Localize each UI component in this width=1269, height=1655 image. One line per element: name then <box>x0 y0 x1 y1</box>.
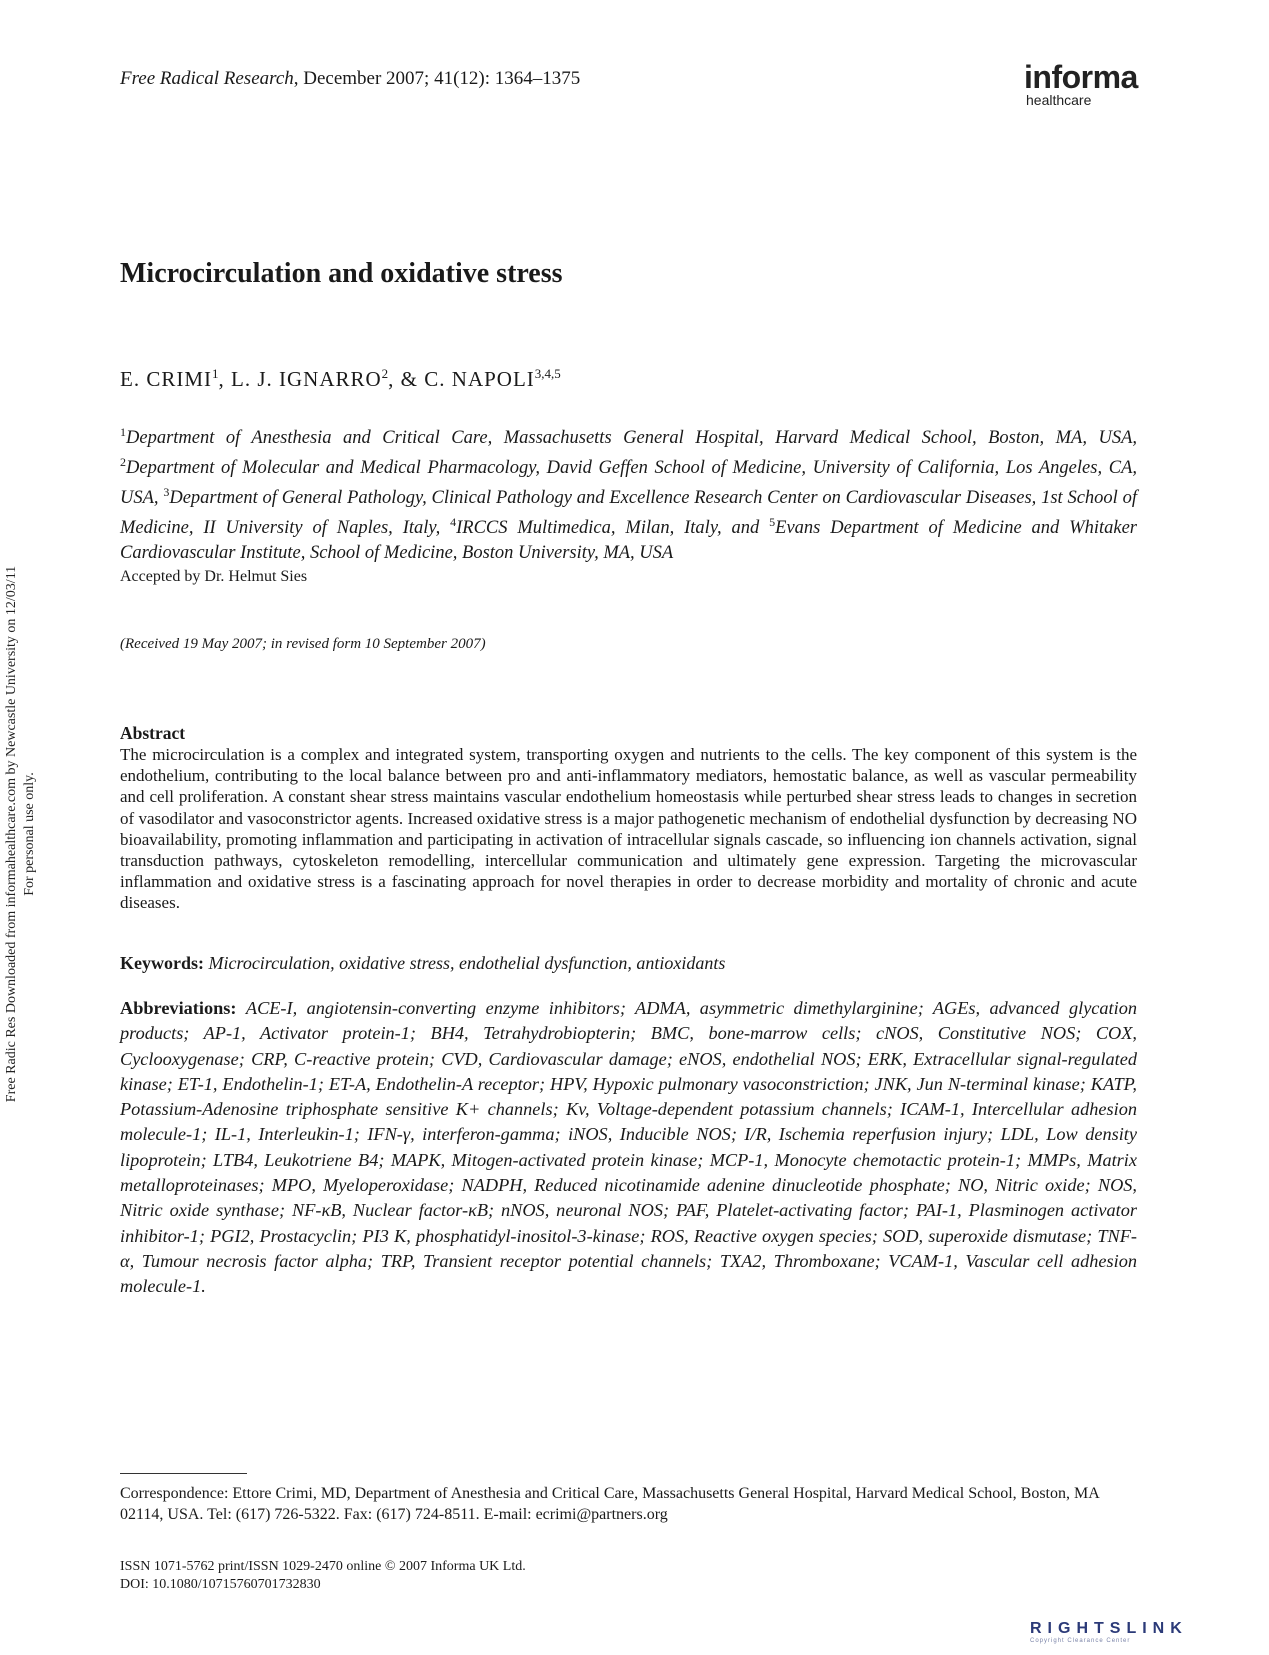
article-title: Microcirculation and oxidative stress <box>120 258 563 289</box>
affil-text: IRCCS Multimedica, Milan, Italy, and <box>456 518 770 539</box>
author-affil-sup: 2 <box>381 366 389 381</box>
author-separator: , <box>218 367 231 391</box>
accepted-by: Accepted by Dr. Helmut Sies <box>120 568 308 585</box>
abbreviations-label: Abbreviations: <box>120 998 237 1018</box>
watermark-line-2: For personal use only. <box>22 772 37 896</box>
abstract-text: The microcirculation is a complex and integrated system, transporting oxygen and nutrients to the cells. The key component of this system is the endothelium, contributing to the local balance between pro and anti-inflammatory mediators, hemostatic balance, as well as vascular permeability and cell proliferation. A constant shear stress maintains vascular endothelium homeostasis while perturbed shear stress leads to changes in secretion of vasodilator and vasoconstrictor agents. Increased oxidative stress is a major pathogenetic mechanism of endothelial dysfunction by decreasing NO bioavailability, promoting inflammation and participating in activation of intracellular signals cascade, so influencing ion channels activation, signal transduction pathways, cytoskeleton remodelling, intercellular communication and ultimately gene expression. Targeting the microvascular inflammation and oxidative stress is a fascinating approach for novel therapies in order to decrease morbidity and mortality of chronic and acute diseases. <box>120 745 1137 913</box>
keywords-label: Keywords: <box>120 953 204 973</box>
abstract-heading: Abstract <box>120 723 186 743</box>
author-name: L. J. IGNARRO <box>231 367 382 391</box>
abbreviations <box>120 996 1137 1300</box>
author-name: C. NAPOLI <box>424 367 535 391</box>
affil-sup: 1 <box>120 425 126 439</box>
keywords-text: Microcirculation, oxidative stress, endothelial dysfunction, antioxidants <box>208 953 726 973</box>
download-watermark <box>3 504 39 1164</box>
affil-sup: 3 <box>163 485 170 500</box>
correspondence: Correspondence: Ettore Crimi, MD, Department of Anesthesia and Critical Care, Massachusetts General Hospital, Harvard Medical School, Boston, MA 02114, USA. Tel: (617) 726-5322. Fax: (617) 724-8511. E-mail: ecrimi@partners.org <box>120 1485 1099 1523</box>
logo-sub: healthcare <box>1026 92 1092 108</box>
received-dates: (Received 19 May 2007; in revised form 10 September 2007) <box>120 636 486 652</box>
author-name: E. CRIMI <box>120 367 212 391</box>
keywords <box>120 953 1137 974</box>
affil-sup: 5 <box>769 515 776 530</box>
author-list <box>120 366 561 392</box>
affil-sup: 4 <box>450 515 457 530</box>
doi: DOI: 10.1080/10715760701732830 <box>120 1577 321 1592</box>
affil-text: Department of Molecular and Medical Pharmacology, David Geffen School of Medicine, University of California, Los Angeles, CA, USA, <box>120 458 1137 509</box>
watermark-line-1: Free Radic Res Downloaded from informahealthcare.com by Newcastle University on 12/03/11 <box>4 565 19 1103</box>
rightslink-text: RIGHTSLINK <box>1030 1620 1188 1637</box>
footnote-rule <box>120 1473 247 1474</box>
author-separator: , & <box>388 367 425 391</box>
informa-logo <box>1024 59 1138 108</box>
affil-sup: 2 <box>120 455 126 470</box>
citation-details: , December 2007; 41(12): 1364–1375 <box>293 68 581 89</box>
abbreviations-text: ACE-I, angiotensin-converting enzyme inhibitors; ADMA, asymmetric dimethylarginine; AGEs, advanced glycation products; AP-1, Activator protein-1; BH4, Tetrahydrobiopterin; BMC, bone-marrow cells; cNOS, Constitutive NOS; COX, Cyclooxygenase; CRP, C-reactive protein; CVD, Cardiovascular damage; eNOS, endothelial NOS; ERK, Extracellular signal-regulated kinase; ET-1, Endothelin-1; ET-A, Endothelin-A receptor; HPV, Hypoxic pulmonary vasoconstriction; JNK, Jun N-terminal kinase; KATP, Potassium-Adenosine triphosphate sensitive K+ channels; Kv, Voltage-dependent potassium channels; ICAM-1, Intercellular adhesion molecule-1; IL-1, Interleukin-1; IFN-γ, interferon-gamma; iNOS, Inducible NOS; I/R, Ischemia reperfusion injury; LDL, Low density lipoprotein; LTB4, Leukotriene B4; MAPK, Mitogen-activated protein kinase; MCP-1, Monocyte chemotactic protein-1; MMPs, Matrix metalloproteinases; MPO, Myeloperoxidase; NADPH, Reduced nicotinamide adenine dinucleotide phosphate; NO, Nitric oxide; NOS, Nitric oxide synthase; NF-κB, Nuclear factor-κB; nNOS, neuronal NOS; PAF, Platelet-activating factor; PAI-1, Plasminogen activator inhibitor-1; PGI2, Prostacyclin; PI3 K, phosphatidyl-inositol-3-kinase; ROS, Reactive oxygen species; SOD, superoxide dismutase; TNF-α, Tumour necrosis factor alpha; TRP, Transient receptor potential channels; TXA2, Thromboxane; VCAM-1, Vascular cell adhesion molecule-1. <box>120 998 1137 1297</box>
rightslink-sub: Copyright Clearance Center <box>1030 1638 1131 1644</box>
author-affil-sup: 1 <box>212 366 219 381</box>
affiliations <box>120 420 1137 565</box>
journal-citation <box>120 68 580 90</box>
abstract-section <box>120 722 1137 914</box>
journal-name: Free Radical Research <box>120 68 294 89</box>
issn-block <box>120 1558 526 1594</box>
logo-brand: informa <box>1024 59 1138 95</box>
author-affil-sup: 3,4,5 <box>534 366 561 381</box>
affil-text: Evans Department of Medicine and Whitaker Cardiovascular Institute, School of Medicine, Boston University, MA, USA <box>120 518 1137 563</box>
affil-text: Department of Anesthesia and Critical Care, Massachusetts General Hospital, Harvard Medical School, Boston, MA, USA, <box>126 428 1137 449</box>
rightslink-logo <box>1030 1621 1188 1644</box>
issn: ISSN 1071-5762 print/ISSN 1029-2470 online © 2007 Informa UK Ltd. <box>120 1559 526 1574</box>
affil-text: Department of General Pathology, Clinical Pathology and Excellence Research Center on Cardiovascular Diseases, 1st School of Medicine, II University of Naples, Italy, <box>120 488 1137 539</box>
